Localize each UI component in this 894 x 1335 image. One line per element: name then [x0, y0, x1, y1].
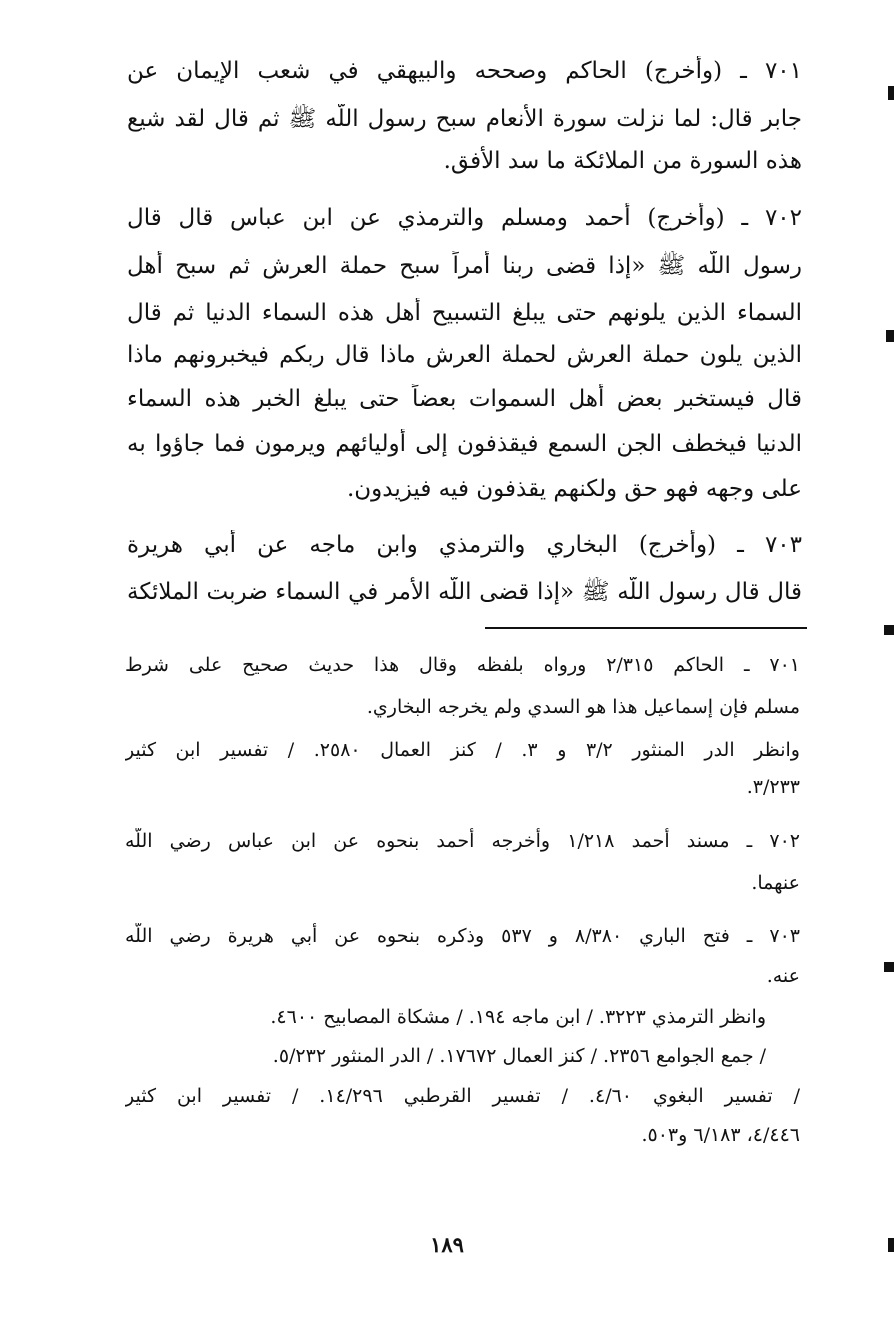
footnote-divider — [485, 627, 807, 629]
hadith-701-line-1: ٧٠١ ـ (وأخرج) الحاكم وصححه والبيهقي في شعب الإيمان عن — [127, 58, 802, 84]
scan-edge-mark — [884, 625, 894, 635]
hadith-702-line-2: رسول اللَّه ﷺ «إذا قضى ربنا أمراً سبح حملة العرش ثم سبح أهل — [127, 253, 802, 279]
footnote-702-line-1: ٧٠٢ ـ مسند أحمد ١/٢١٨ وأخرجه أحمد بنحوه عن ابن عباس رضي اللَّه — [125, 830, 800, 852]
footnote-703-line-6: ٤/٤٤٦، ٦/١٨٣ و٥٠٣. — [641, 1124, 800, 1146]
hadith-702-line-5: قال فيستخبر بعض أهل السموات بعضاً حتى يبلغ الخبر هذه السماء — [127, 386, 802, 412]
hadith-702-line-7: على وجهه فهو حق ولكنهم يقذفون فيه فيزيدون. — [346, 476, 802, 502]
footnote-703-line-4: / جمع الجوامع ٢٣٥٦. / كنز العمال ١٧٦٧٢. / الدر المنثور ٥/٢٣٢. — [272, 1045, 766, 1067]
hadith-702-line-4: الذين يلون حملة العرش لحملة العرش ماذا قال ربكم فيخبرونهم ماذا — [127, 342, 802, 368]
hadith-703-line-2: قال قال رسول اللَّه ﷺ «إذا قضى اللَّه الأمر في السماء ضربت الملائكة — [127, 579, 802, 605]
footnote-701-line-3: وانظر الدر المنثور ٣/٢ و ٣. / كنز العمال ٢٥٨٠. / تفسير ابن كثير — [125, 739, 800, 761]
hadith-701-line-3: هذه السورة من الملائكة ما سد الأفق. — [443, 148, 802, 174]
hadith-701-line-2: جابر قال: لما نزلت سورة الأنعام سبح رسول اللَّه ﷺ ثم قال لقد شيع — [127, 106, 802, 132]
scan-edge-mark — [884, 962, 894, 972]
scan-edge-mark — [886, 330, 894, 342]
footnote-702-line-2: عنهما. — [751, 872, 800, 894]
hadith-702-line-6: الدنيا فيخطف الجن السمع فيقذفون إلى أوليائهم ويرمون فما جاؤوا به — [127, 431, 802, 457]
footnote-701-line-2: مسلم فإن إسماعيل هذا هو السدي ولم يخرجه البخاري. — [366, 696, 800, 718]
footnote-703-line-2: عنه. — [766, 965, 800, 987]
scan-edge-mark — [888, 86, 894, 100]
hadith-703-line-1: ٧٠٣ ـ (وأخرج) البخاري والترمذي وابن ماجه عن أبي هريرة — [127, 532, 802, 558]
hadith-702-line-1: ٧٠٢ ـ (وأخرج) أحمد ومسلم والترمذي عن ابن عباس قال قال — [127, 205, 802, 231]
hadith-702-line-3: السماء الذين يلونهم حتى يبلغ التسبيح أهل هذه السماء الدنيا ثم قال — [127, 300, 802, 326]
footnote-703-line-3: وانظر الترمذي ٣٢٢٣. / ابن ماجه ١٩٤. / مشكاة المصابيح ٤٦٠٠. — [270, 1006, 766, 1028]
footnote-701-line-4: ٣/٢٣٣. — [746, 776, 800, 798]
footnote-703-line-5: / تفسير البغوي ٤/٦٠. / تفسير القرطبي ١٤/٢٩٦. / تفسير ابن كثير — [125, 1085, 800, 1107]
footnote-703-line-1: ٧٠٣ ـ فتح الباري ٨/٣٨٠ و ٥٣٧ وذكره بنحوه عن أبي هريرة رضي اللَّه — [125, 925, 800, 947]
page-number: ١٨٩ — [430, 1232, 464, 1257]
footnote-701-line-1: ٧٠١ ـ الحاكم ٢/٣١٥ ورواه بلفظه وقال هذا حديث صحيح على شرط — [125, 654, 800, 676]
scan-edge-mark — [888, 1238, 894, 1252]
